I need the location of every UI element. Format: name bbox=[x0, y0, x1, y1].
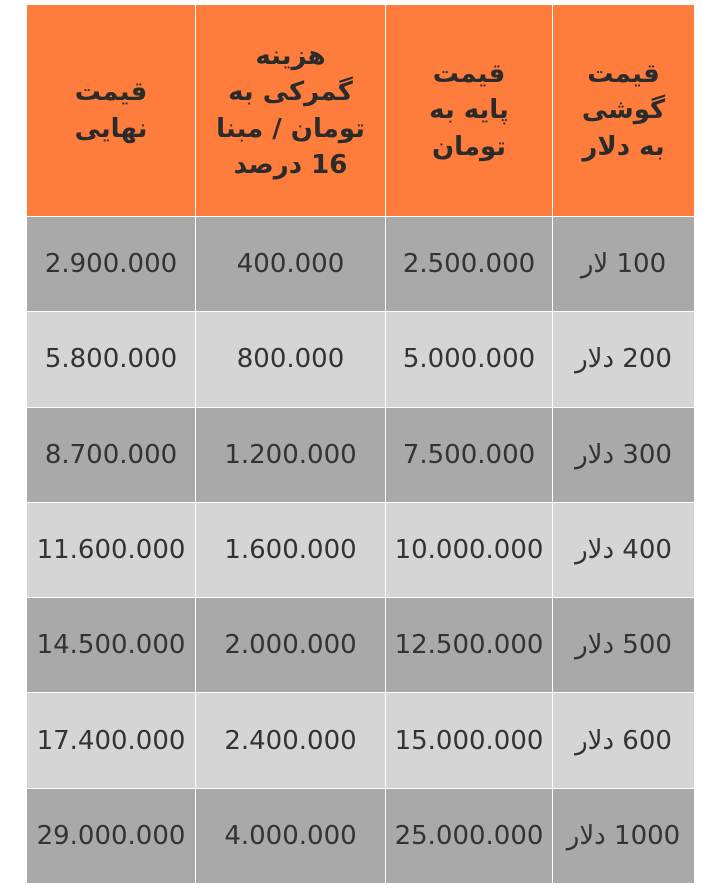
cell-customs-cost: 400.000 bbox=[196, 217, 386, 312]
cell-phone-price: 200 دلار bbox=[553, 312, 695, 407]
cell-base-price: 15.000.000 bbox=[386, 693, 553, 788]
table-row bbox=[27, 502, 695, 597]
cell-phone-price: 100 لار bbox=[553, 217, 695, 312]
header-final-price: قیمت نهایی bbox=[27, 5, 196, 217]
cell-customs-cost: 2.000.000 bbox=[196, 598, 386, 693]
cell-customs-cost: 1.200.000 bbox=[196, 407, 386, 502]
table-row bbox=[27, 598, 695, 693]
cell-base-price: 5.000.000 bbox=[386, 312, 553, 407]
cell-base-price: 25.000.000 bbox=[386, 788, 553, 883]
cell-base-price: 10.000.000 bbox=[386, 502, 553, 597]
cell-final-price: 14.500.000 bbox=[27, 598, 196, 693]
table-header-row bbox=[27, 5, 695, 217]
cell-final-price: 11.600.000 bbox=[27, 502, 196, 597]
cell-customs-cost: 4.000.000 bbox=[196, 788, 386, 883]
cell-phone-price: 400 دلار bbox=[553, 502, 695, 597]
cell-customs-cost: 2.400.000 bbox=[196, 693, 386, 788]
header-phone-price-usd: قیمت گوشی به دلار bbox=[553, 5, 695, 217]
cell-base-price: 2.500.000 bbox=[386, 217, 553, 312]
cell-final-price: 17.400.000 bbox=[27, 693, 196, 788]
cell-final-price: 8.700.000 bbox=[27, 407, 196, 502]
cell-phone-price: 600 دلار bbox=[553, 693, 695, 788]
table-row bbox=[27, 407, 695, 502]
price-table bbox=[26, 4, 695, 884]
cell-base-price: 12.500.000 bbox=[386, 598, 553, 693]
cell-phone-price: 1000 دلار bbox=[553, 788, 695, 883]
header-customs-cost: هزینه گمرکی به تومان / مبنا 16 درصد bbox=[196, 5, 386, 217]
table-row bbox=[27, 693, 695, 788]
cell-phone-price: 300 دلار bbox=[553, 407, 695, 502]
cell-final-price: 29.000.000 bbox=[27, 788, 196, 883]
cell-base-price: 7.500.000 bbox=[386, 407, 553, 502]
cell-final-price: 5.800.000 bbox=[27, 312, 196, 407]
table-row bbox=[27, 788, 695, 883]
header-base-price-toman: قیمت پایه به تومان bbox=[386, 5, 553, 217]
table-row bbox=[27, 217, 695, 312]
table-row bbox=[27, 312, 695, 407]
price-table-container bbox=[26, 4, 694, 884]
cell-phone-price: 500 دلار bbox=[553, 598, 695, 693]
cell-final-price: 2.900.000 bbox=[27, 217, 196, 312]
cell-customs-cost: 1.600.000 bbox=[196, 502, 386, 597]
cell-customs-cost: 800.000 bbox=[196, 312, 386, 407]
